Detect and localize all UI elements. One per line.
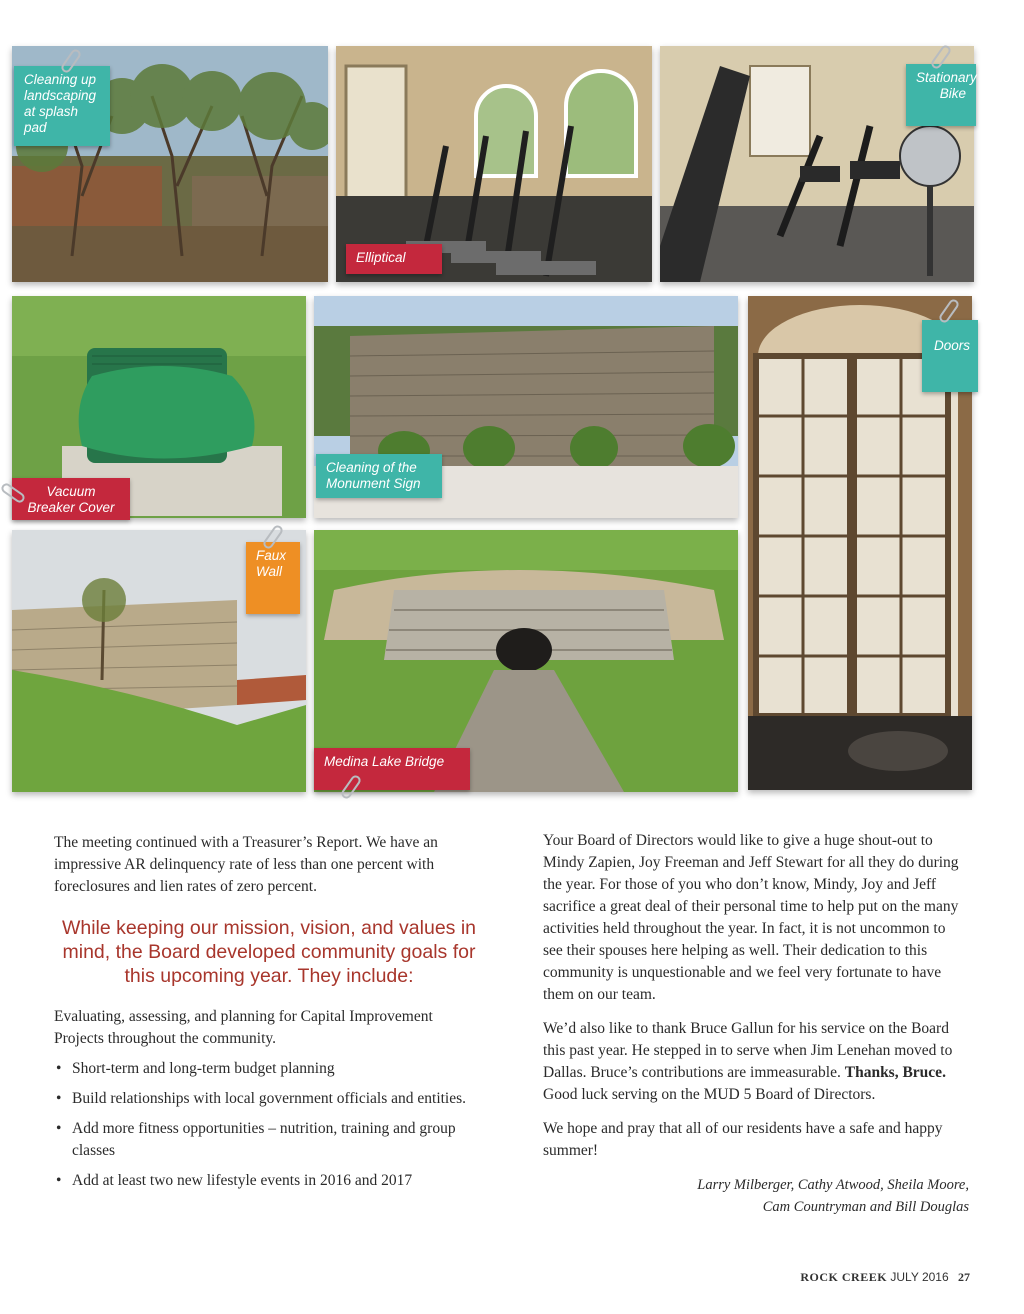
goals-intro-paragraph: Evaluating, assessing, and planning for Capital Improvement Projects throughout the community. [54, 1008, 433, 1047]
caption-elliptical [346, 244, 442, 274]
paperclip-icon [0, 481, 27, 504]
page-footer [800, 1270, 970, 1285]
caption-splash-pad [14, 66, 110, 146]
caption-text: Doors [933, 338, 970, 353]
caption-text: Elliptical [356, 250, 406, 265]
caption-text: Faux Wall [256, 548, 287, 579]
list-item: • Build relationships with local government officials and entities. [54, 1088, 484, 1110]
signature-line: Cam Countryman and Bill Douglas [762, 1199, 969, 1215]
list-item: • Short-term and long-term budget planning [54, 1058, 484, 1080]
signature [543, 1174, 969, 1218]
right-column [543, 830, 969, 1218]
caption-faux-wall [246, 542, 300, 614]
caption-text: Vacuum Breaker Cover [27, 484, 115, 515]
issue-date: JULY 2016 [890, 1270, 949, 1284]
thanks-text-start: We’d also like to thank Bruce Gallun for his service on the Board this past year. He stepped in to serve when Jim Lenehan moved to Dallas. Bruce’s contributions are immeasurable. [543, 1020, 953, 1081]
treasurer-report-paragraph: The meeting continued with a Treasurer’s Report. We have an impressive AR delinquency rate of less than one percent with foreclosures and lien rates of zero percent. [54, 834, 438, 895]
page-number: 27 [958, 1270, 970, 1284]
caption-text: Cleaning of the Monument Sign [326, 460, 421, 491]
signature-line: Larry Milberger, Cathy Atwood, Sheila Moore, [697, 1177, 969, 1193]
caption-monument-sign [316, 454, 442, 498]
goals-list [54, 1058, 484, 1192]
left-column [54, 832, 484, 1200]
shout-out-paragraph: Your Board of Directors would like to give a huge shout-out to Mindy Zapien, Joy Freeman and Jeff Stewart for all they do during the year. For those of you who don’t know, Mindy, Joy and Jeff sacrifice a great deal of their personal time to help put on the many activities held throughout the year. In fact, it is not uncommon to see their spouses here helping as well. Their dedication to this community is unquestionable and we feel very fortunate to have them on our team. [543, 832, 959, 1003]
thanks-text-end: Good luck serving on the MUD 5 Board of Directors. [543, 1086, 876, 1103]
paperclip-icon [339, 773, 362, 800]
caption-text: Medina Lake Bridge [324, 754, 445, 769]
thanks-bruce-bold: Thanks, Bruce. [844, 1064, 946, 1081]
magazine-name: ROCK CREEK [800, 1270, 888, 1284]
caption-stationary-bike [906, 64, 976, 126]
caption-vacuum-breaker [12, 478, 130, 520]
caption-doors [922, 320, 978, 392]
list-item: • Add more fitness opportunities – nutrition, training and group classes [54, 1118, 484, 1162]
thanks-bruce-paragraph [543, 1018, 969, 1106]
summer-wishes-paragraph: We hope and pray that all of our residents have a safe and happy summer! [543, 1120, 943, 1159]
caption-text: Cleaning up landscaping at splash pad [24, 72, 97, 135]
caption-medina-bridge [314, 748, 470, 790]
goals-callout: While keeping our mission, vision, and values in mind, the Board developed community goals for this upcoming year. They include: [61, 917, 477, 987]
caption-text: Stationary Bike [916, 70, 977, 101]
list-item: • Add at least two new lifestyle events in 2016 and 2017 [54, 1170, 484, 1192]
